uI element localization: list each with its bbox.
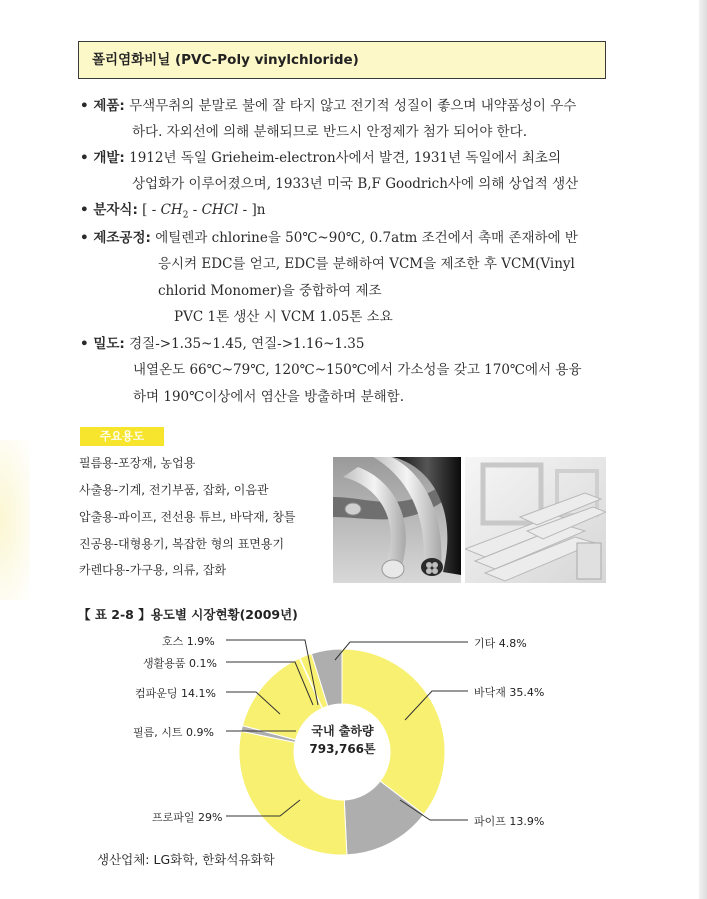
process-text-1: 에틸렌과 chlorine을 50℃~90℃, 0.7atm 조건에서 촉매 존재하에 반 — [155, 230, 578, 246]
producers: 생산업체: LG화학, 한화석유화학 — [97, 852, 275, 867]
development-text-1: 1912년 독일 Griеheim-electron사에서 발견, 1931년 독일에서 최초의 — [129, 150, 561, 166]
process-text-3: chlorid Monomer)을 중합하여 제조 — [158, 283, 382, 299]
use-item: 압출용-파이프, 전선용 튜브, 바닥재, 창틀 — [79, 510, 296, 524]
center-label-line-2: 793,766톤 — [309, 742, 376, 756]
process-label: • 제조공정: — [80, 230, 151, 246]
formula-chcl: CHCl — [201, 202, 239, 218]
formula-close: - ]n — [238, 202, 266, 218]
table-caption: 【 표 2-8 】용도별 시장현황(2009년) — [78, 607, 298, 622]
slice-label-pipe: 파이프 13.9% — [474, 815, 545, 828]
center-label-line-1: 국내 출하량 — [311, 724, 374, 738]
slice-label-other: 기타 4.8% — [474, 637, 527, 650]
development-text-2: 상업화가 이루어졌으며, 1933년 미국 B,F Goodrich사에 의해 상업적 생산 — [132, 176, 579, 192]
slice-label-hose: 호스 1.9% — [162, 635, 215, 648]
use-item: 필름용-포장재, 농업용 — [79, 456, 196, 470]
chart-center-label — [295, 722, 390, 758]
formula-subscript: 2 — [182, 210, 189, 221]
slice-label-flooring: 바닥재 35.4% — [474, 686, 545, 699]
formula-open: [ - — [142, 202, 157, 218]
slice-label-household: 생활용품 0.1% — [143, 657, 217, 670]
formula-mid: - — [188, 202, 202, 218]
use-item: 사출용-기계, 전기부품, 잡화, 이음관 — [79, 483, 269, 497]
slice-label-profile: 프로파일 29% — [152, 811, 223, 824]
use-item: 카렌다용-가구용, 의류, 잡화 — [79, 563, 227, 577]
slice-label-film: 필름, 시트 0.9% — [133, 726, 214, 739]
product-text-1: 무색무취의 분말로 불에 잘 타지 않고 전기적 성질이 좋으며 내약품성이 우수 — [129, 98, 577, 114]
formula-label: • 분자식: — [80, 202, 138, 218]
use-item: 진공용-대형용기, 복잡한 형의 표면용기 — [79, 537, 285, 551]
product-label: • 제품: — [80, 98, 125, 114]
slice-label-compounding: 컴파운딩 14.1% — [135, 687, 216, 700]
density-text-2: 내열온도 66℃~79℃, 120℃~150℃에서 가소성을 갖고 170℃에서 용융 — [133, 362, 582, 378]
product-text-2: 하다. 자외선에 의해 분해되므로 반드시 안정제가 첨가 되어야 한다. — [132, 124, 528, 140]
process-text-4: PVC 1톤 생산 시 VCM 1.05톤 소요 — [174, 309, 393, 325]
density-text-3: 하며 190℃이상에서 염산을 방출하며 분해함. — [133, 389, 404, 405]
density-label: • 밀도: — [80, 336, 125, 352]
section-title: 폴리염화비닐 (PVC-Poly vinylchloride) — [78, 41, 606, 79]
development-label: • 개발: — [80, 150, 125, 166]
main-uses-badge: 주요용도 — [80, 427, 164, 446]
formula-ch2: CH — [160, 202, 183, 218]
process-text-2: 응시켜 EDC를 얻고, EDC를 분해하여 VCM을 제조한 후 VCM(Vinyl — [158, 256, 575, 272]
density-text-1: 경질->1.35~1.45, 연질->1.16~1.35 — [129, 336, 365, 352]
